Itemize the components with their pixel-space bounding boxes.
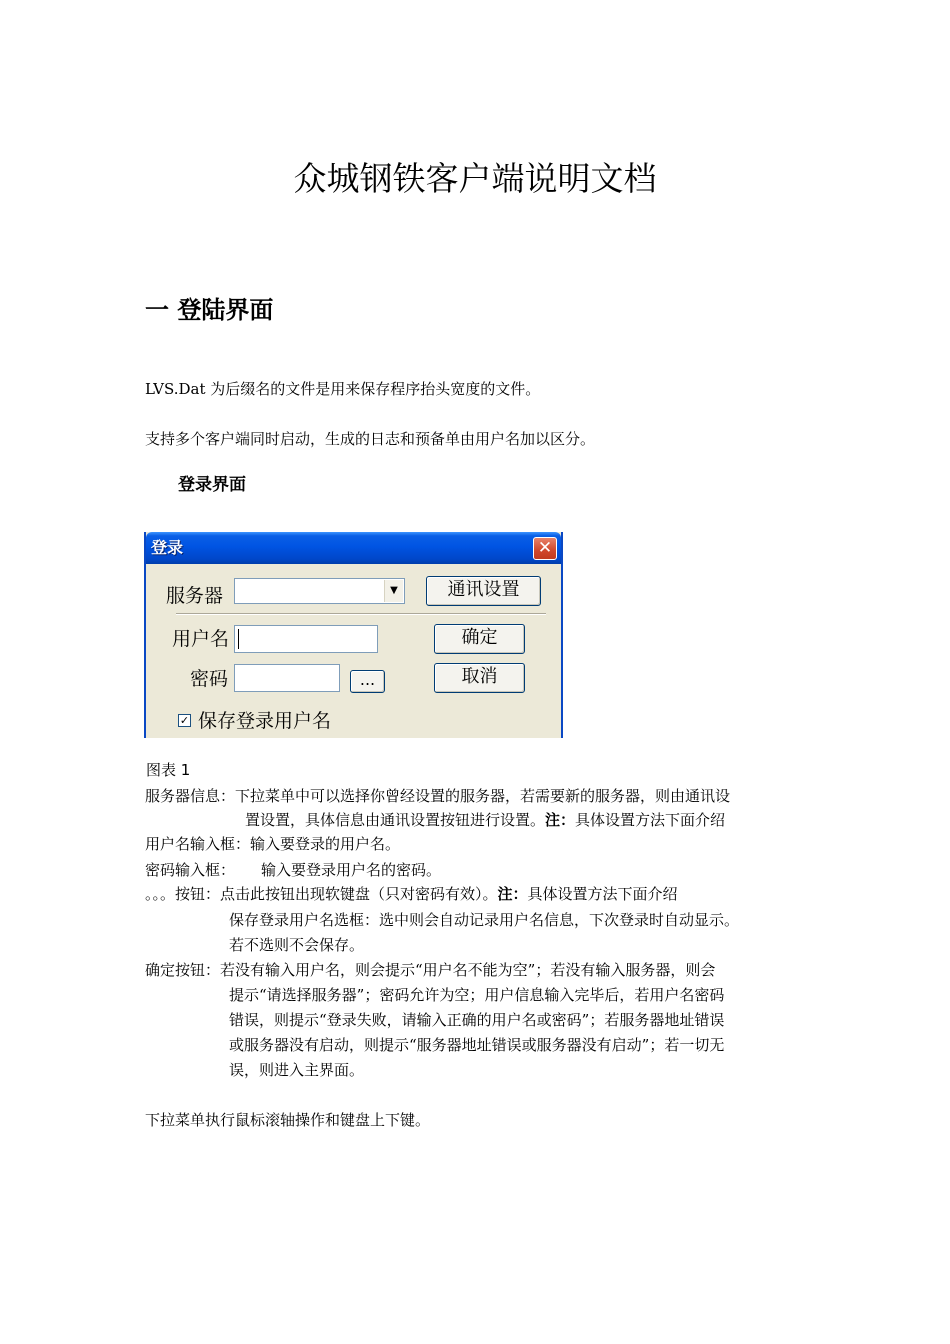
desc-server-line2 [245,807,725,833]
password-label: 密码 [190,668,229,690]
desc-ok-line4: 或服务器没有启动，则提示“服务器地址错误或服务器没有启动”；若一切无 [229,1036,725,1054]
close-button[interactable] [533,537,557,560]
desc-server-note-text: 具体设置方法下面介绍 [575,811,726,829]
dialog-titlebar [146,532,561,564]
desc-keyboard-note-text: 具体设置方法下面介绍 [527,885,678,903]
paragraph-dropdown: 下拉菜单执行鼠标滚轴操作和键盘上下键。 [145,1111,431,1129]
figure-caption: 图表 1 [146,761,191,779]
note-label: 注： [545,811,576,829]
desc-server-line2-text: 置设置，具体信息由通讯设置按钮进行设置。 [245,811,546,829]
note-label: 注： [497,885,528,903]
desc-ok-line3: 错误，则提示“登录失败，请输入正确的用户名或密码”；若服务器地址错误 [229,1011,725,1029]
close-icon: ✕ [537,538,553,558]
desc-server-line1: 服务器信息：下拉菜单中可以选择你曾经设置的服务器，若需要新的服务器，则由通讯设 [145,787,731,805]
desc-keyboard-text: 。。。按钮：点击此按钮出现软键盘（只对密码有效）。 [145,885,498,903]
desc-save-line2: 若不选则不会保存。 [229,936,365,954]
username-input[interactable] [234,625,378,653]
document-title: 众城钢铁客户端说明文档 [293,159,657,198]
desc-ok-line1: 确定按钮：若没有输入用户名，则会提示“用户名不能为空”；若没有输入服务器，则会 [145,961,716,979]
paragraph-multi-client: 支持多个客户端同时启动，生成的日志和预备单由用户名加以区分。 [145,430,596,448]
chevron-down-icon[interactable]: ▼ [384,580,403,602]
server-label: 服务器 [166,585,224,607]
desc-save-line1: 保存登录用户名选框：选中则会自动记录用户名信息，下次登录时自动显示。 [229,911,740,929]
desc-keyboard [145,881,678,907]
checkmark-icon: ✓ [179,714,190,727]
desc-username: 用户名输入框：输入要登录的用户名。 [145,835,401,853]
desc-password-text: 输入要登录用户名的密码。 [261,861,442,879]
password-input[interactable] [234,664,340,692]
text-caret [238,629,239,649]
ok-button[interactable]: 确定 [434,624,525,654]
desc-ok-line2: 提示“请选择服务器”；密码允许为空；用户信息输入完毕后，若用户名密码 [229,986,725,1004]
server-dropdown[interactable] [234,578,405,604]
comm-settings-button[interactable]: 通讯设置 [426,576,541,606]
username-label: 用户名 [172,628,230,650]
login-dialog [144,532,563,738]
soft-keyboard-button[interactable]: ... [350,670,385,693]
save-username-label[interactable]: 保存登录用户名 [198,710,332,732]
paragraph-lvs: LVS.Dat 为后缀名的文件是用来保存程序抬头宽度的文件。 [145,380,541,398]
sub-heading: 登录界面 [178,475,246,495]
desc-password [145,857,441,883]
section-heading: 一 登陆界面 [145,296,274,324]
separator [176,613,546,615]
desc-password-label: 密码输入框： [145,861,236,879]
save-username-checkbox[interactable] [178,714,191,727]
cancel-button[interactable]: 取消 [434,663,525,693]
desc-ok-line5: 误，则进入主界面。 [229,1061,365,1079]
dialog-title: 登录 [151,538,184,557]
